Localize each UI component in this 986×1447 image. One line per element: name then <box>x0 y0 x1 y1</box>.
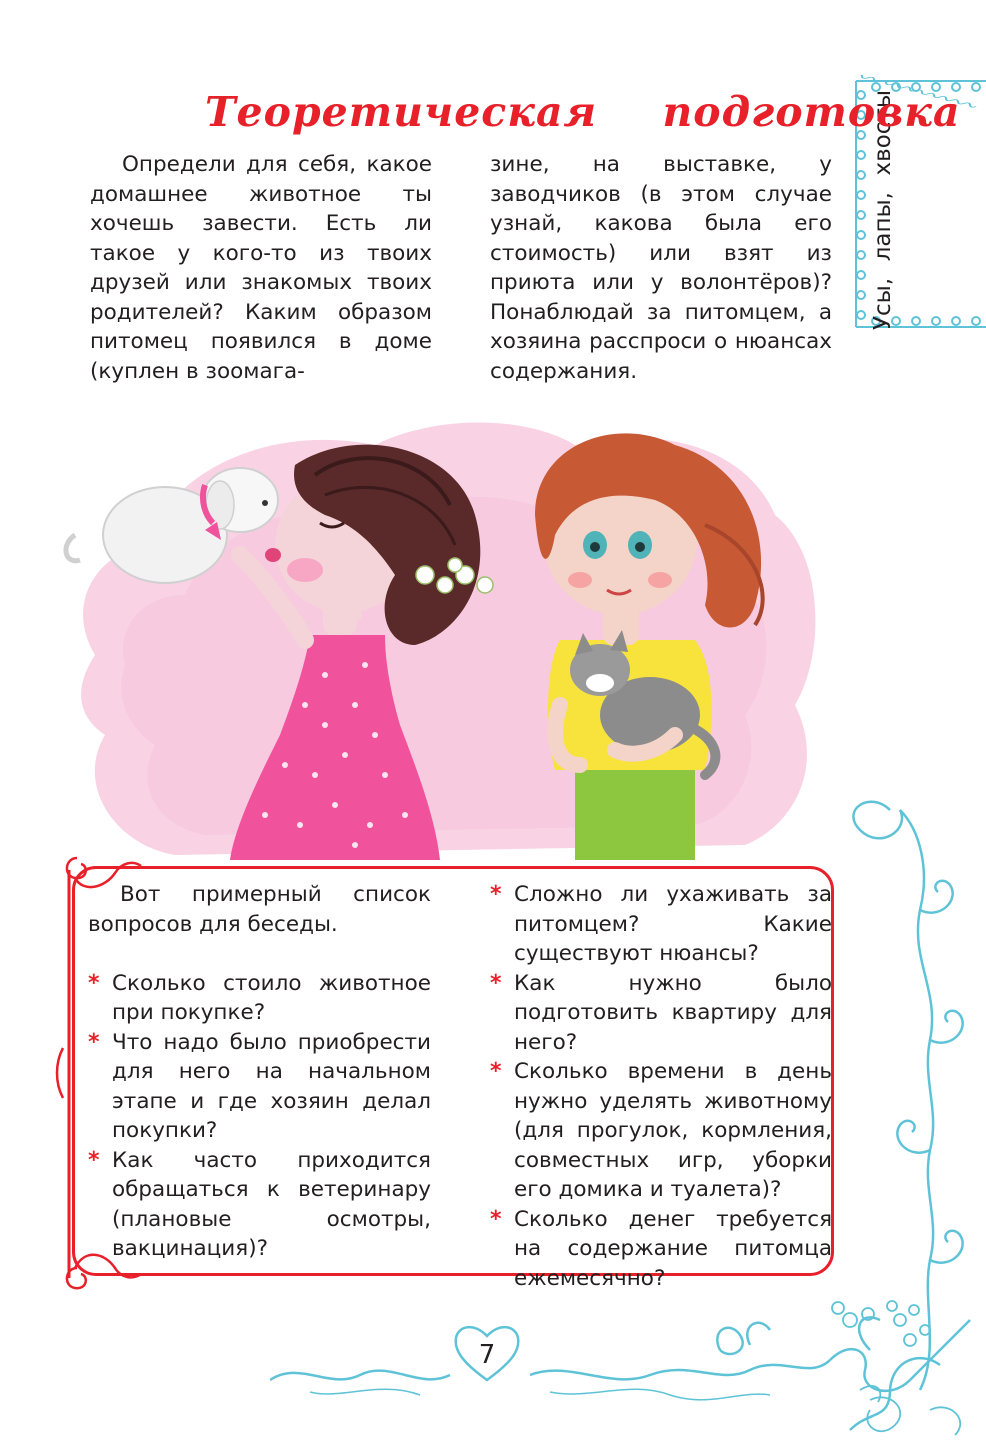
side-tab-label: Усы, лапы, хвосты <box>870 90 896 330</box>
list-item <box>88 969 431 1028</box>
asterisk-bullet-icon: * <box>88 1029 100 1055</box>
questions-intro: Вот примерный список вопросов для беседы. <box>88 882 431 937</box>
question-text: Сколько денег требуется на содержание питомца ежемесячно? <box>514 1206 832 1291</box>
asterisk-bullet-icon: * <box>490 882 502 907</box>
question-text: Сколько времени в день нужно уделять животному (для прогулок, кормления, совместных игр, уборки его домика и туалета)? <box>514 1059 832 1202</box>
asterisk-bullet-icon: * <box>88 970 100 996</box>
intro-text-right: зине, на выставке, у заводчиков (в этом случае узнай, какова была его стоимость) или взят из приюта или у волонтёров)? Понаблюдай за питомцем, а хозяина расспроси о нюансах содержания. <box>490 152 832 384</box>
question-text: Сложно ли ухаживать за питомцем? Какие существуют нюансы? <box>514 882 832 966</box>
question-text: Сколько стоило животное при покупке? <box>112 970 431 1025</box>
question-text: Как часто приходится обращаться к ветеринару (плановые осмотры, вакцинация)? <box>112 1147 431 1261</box>
question-text: Как нужно было подготовить квартиру для него? <box>514 970 832 1055</box>
question-text: Что надо было приобрести для него на начальном этапе и где хозяин делал покупки? <box>112 1029 431 1143</box>
page-number: 7 <box>478 1340 496 1370</box>
questions-left-column <box>88 880 431 1264</box>
swirl-ornament-bottom <box>270 1300 986 1447</box>
asterisk-bullet-icon: * <box>490 970 502 996</box>
list-item <box>490 1205 832 1294</box>
list-item <box>88 1146 431 1264</box>
asterisk-bullet-icon: * <box>88 1147 100 1173</box>
asterisk-bullet-icon: * <box>490 1206 502 1232</box>
list-item <box>490 969 832 1058</box>
page-title: Теоретическая подготовка <box>205 88 961 136</box>
asterisk-bullet-icon: * <box>490 1059 502 1084</box>
list-item <box>490 880 832 969</box>
questions-right-column <box>490 880 832 1293</box>
list-item <box>88 1028 431 1146</box>
list-item <box>490 1057 832 1205</box>
questions-list-left <box>88 969 431 1264</box>
questions-list-right <box>490 880 832 1293</box>
intro-text-left: Определи для себя, какое домашнее животное ты хочешь завести. Есть ли такое у кого-то из твоих друзей или знакомых твоих родителей? Каким образом питомец появился в доме (куплен в зоомага- <box>90 152 432 384</box>
girls-with-pets-illustration <box>55 405 825 870</box>
